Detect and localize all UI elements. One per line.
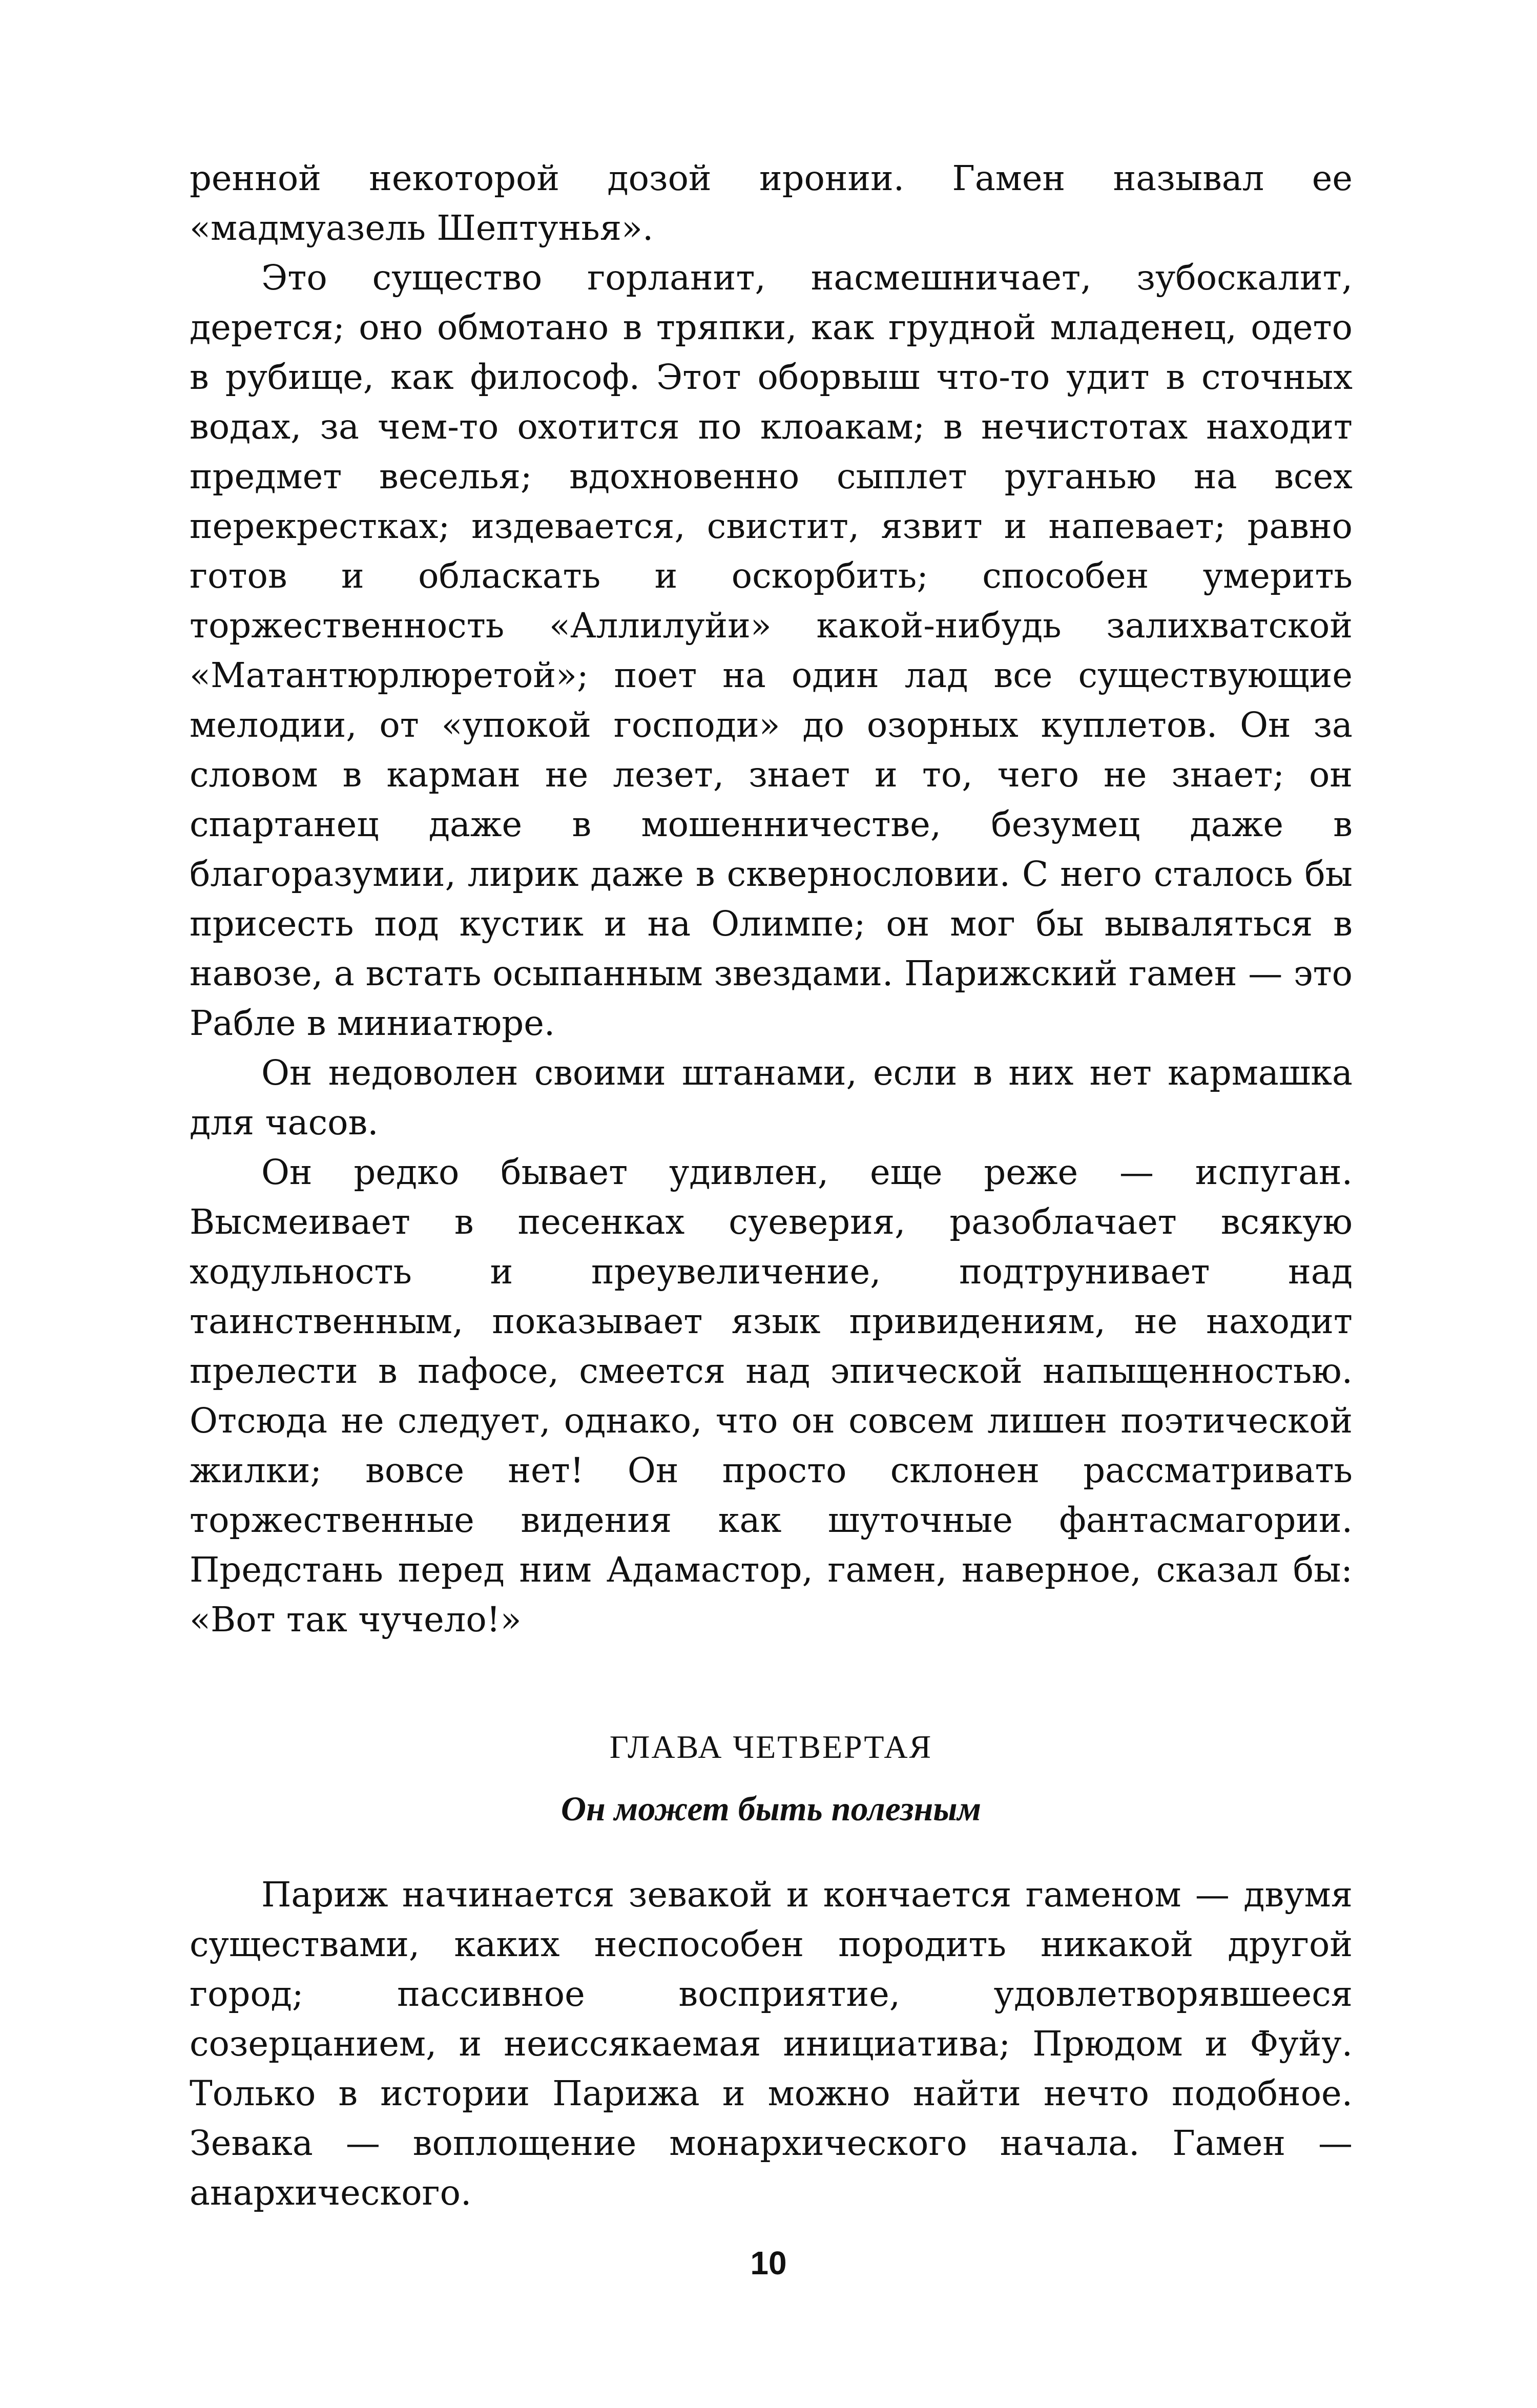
chapter-title: ГЛАВА ЧЕТВЕРТАЯ [609, 1729, 933, 1765]
chapter-subtitle: Он может быть полезным [560, 1789, 982, 1828]
page-body [190, 154, 1353, 2218]
page-number: 10 [750, 2245, 787, 2281]
paragraph-continuation: ренной некоторой дозой иронии. Гамен называл ее «мадмуазель Шептунья». [190, 158, 1353, 248]
paragraph-paris-begins: Париж начинается зевакой и кончается гаменом — двумя существами, каких неспособен породить никакой другой город; пассивное восприятие, удовлетворявшееся созерцанием, и неиссякаемая инициатива; Прюдом и Фуйу. Только в истории Парижа и можно найти нечто подобное. Зевака — воплощение монархического начала. Гамен — анархического. [190, 1875, 1353, 2213]
chapter-heading [190, 1721, 1353, 1834]
paragraph-gamin-description: Это существо горланит, насмешничает, зубоскалит, дерется; оно обмотано в тряпки, как грудной младенец, одето в рубище, как философ. Этот оборвыш что-то удит в сточных водах, за чем-то охотится по клоакам; в нечистотах находит предмет веселья; вдохновенно сыплет руганью на всех перекрестках; издевается, свистит, язвит и напевает; равно готов и обласкать и оскорбить; способен умерить торжественность «Аллилуйи» какой-нибудь залихватской «Матантюрлюретой»; поет на один лад все существующие мелодии, от «упокой господи» до озорных куплетов. Он за словом в карман не лезет, знает и то, чего не знает; он спартанец даже в мошенничестве, безумец даже в благоразумии, лирик даже в сквернословии. С него сталось бы присесть под кустик и на Олимпе; он мог бы вываляться в навозе, а встать осыпанным звездами. Парижский гамен — это Рабле в миниатюре. [190, 258, 1353, 1043]
paragraph-trousers: Он недоволен своими штанами, если в них нет кармашка для часов. [190, 1053, 1353, 1143]
paragraph-rarely-surprised: Он редко бывает удивлен, еще реже — испуган. Высмеивает в песенках суеверия, разоблачает всякую ходульность и преувеличение, подтрунивает над таинственным, показывает язык привидениям, не находит прелести в пафосе, смеется над эпической напыщенностью. Отсюда не следует, однако, что он совсем лишен поэтической жилки; вовсе нет! Он просто склонен рассматривать торжественные видения как шуточные фантасмагории. Предстань перед ним Адамастор, гамен, наверное, сказал бы: «Вот так чучело!» [190, 1152, 1353, 1639]
